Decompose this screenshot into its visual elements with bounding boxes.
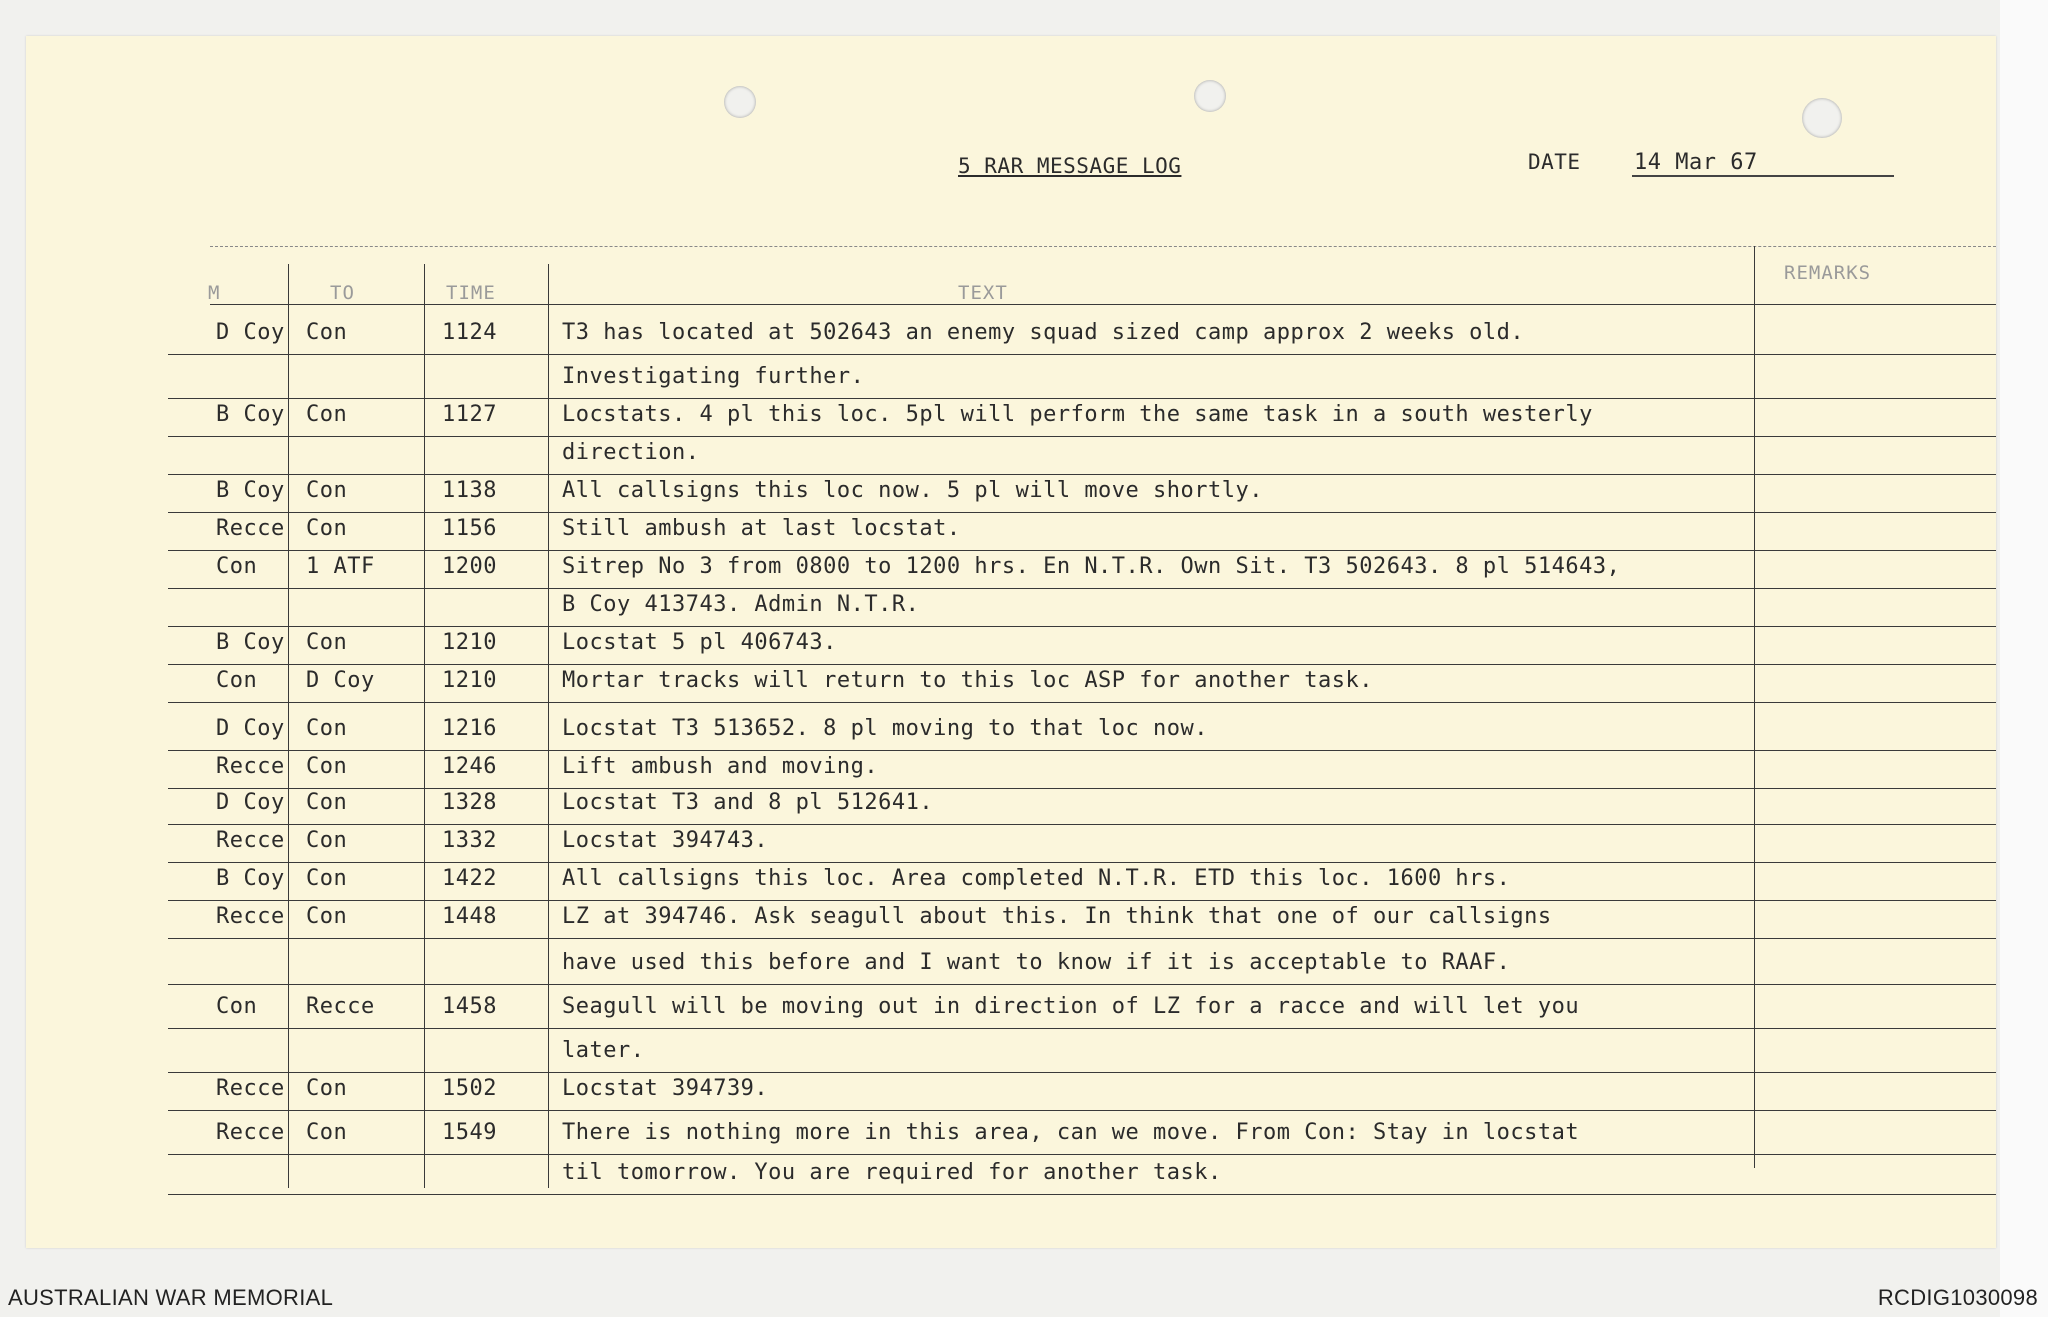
col-header-from: M [208,282,221,304]
row-rule [168,1154,1996,1155]
cell-time: 1458 [442,994,497,1019]
row-rule [168,398,1996,399]
cell-text: Still ambush at last locstat. [562,516,961,541]
cell-to: Con [306,630,348,655]
cell-text: Locstats. 4 pl this loc. 5pl will perform the same task in a south westerly [562,402,1593,427]
row-rule [168,550,1996,551]
cell-to: Con [306,866,348,891]
cell-to: Con [306,828,348,853]
cell-to: Recce [306,994,375,1019]
cell-from: Con [216,668,258,693]
cell-text: Sitrep No 3 from 0800 to 1200 hrs. En N.T.R. Own Sit. T3 502643. 8 pl 514643, [562,554,1621,579]
row-rule [168,938,1996,939]
cell-text: All callsigns this loc now. 5 pl will move shortly. [562,478,1264,503]
cell-text: Mortar tracks will return to this loc ASP for another task. [562,668,1373,693]
cell-text: have used this before and I want to know if it is acceptable to RAAF. [562,950,1511,975]
footer-id: RCDIG1030098 [1877,1285,2038,1310]
col-header-text: TEXT [958,282,1008,304]
header-bottom-rule [210,304,1996,305]
row-rule [168,750,1996,751]
cell-from: Recce [216,1120,285,1145]
cell-time: 1246 [442,754,497,779]
cell-from: Recce [216,904,285,929]
col-header-remarks: REMARKS [1784,262,1872,284]
row-rule [168,788,1996,789]
cell-time: 1328 [442,790,497,815]
punch-hole [1194,80,1226,112]
row-rule [168,512,1996,513]
cell-text: til tomorrow. You are required for another task. [562,1160,1222,1185]
row-rule [168,626,1996,627]
cell-from: D Coy [216,320,285,345]
row-rule [168,984,1996,985]
cell-text: LZ at 394746. Ask seagull about this. In think that one of our callsigns [562,904,1552,929]
col-divider-from [288,264,289,1188]
cell-from: Con [216,994,258,1019]
row-rule [168,354,1996,355]
cell-text: Locstat T3 and 8 pl 512641. [562,790,934,815]
cell-to: Con [306,478,348,503]
cell-time: 1210 [442,668,497,693]
row-rule [168,1194,1996,1195]
cell-from: D Coy [216,790,285,815]
col-divider-time [548,264,549,1188]
cell-time: 1127 [442,402,497,427]
col-divider-to [424,264,425,1188]
cell-text: B Coy 413743. Admin N.T.R. [562,592,920,617]
row-rule [168,824,1996,825]
punch-hole [724,86,756,118]
cell-from: Recce [216,1076,285,1101]
cell-text: Locstat 394739. [562,1076,769,1101]
row-rule [168,1072,1996,1073]
cell-from: Recce [216,754,285,779]
cell-to: Con [306,1120,348,1145]
cell-to: Con [306,320,348,345]
col-header-to: TO [330,282,355,304]
cell-text: Locstat 5 pl 406743. [562,630,837,655]
cell-text: Lift ambush and moving. [562,754,879,779]
cell-text: All callsigns this loc. Area completed N.T.R. ETD this loc. 1600 hrs. [562,866,1511,891]
punch-hole [1802,98,1842,138]
cell-time: 1200 [442,554,497,579]
row-rule [168,862,1996,863]
cell-text: Investigating further. [562,364,865,389]
cell-time: 1332 [442,828,497,853]
col-divider-text [1754,246,1755,1168]
cell-text: Locstat 394743. [562,828,769,853]
row-rule [168,1110,1996,1111]
cell-time: 1124 [442,320,497,345]
cell-time: 1549 [442,1120,497,1145]
cell-to: 1 ATF [306,554,375,579]
row-rule [168,436,1996,437]
cell-time: 1422 [442,866,497,891]
cell-text: Locstat T3 513652. 8 pl moving to that loc now. [562,716,1209,741]
row-rule [168,702,1996,703]
row-rule [168,1028,1996,1029]
cell-from: Recce [216,516,285,541]
cell-from: Con [216,554,258,579]
col-header-time: TIME [446,282,496,304]
cell-to: Con [306,1076,348,1101]
cell-text: later. [562,1038,645,1063]
cell-to: Con [306,516,348,541]
date-label: DATE [1528,150,1581,174]
cell-text: Seagull will be moving out in direction of LZ for a racce and will let you [562,994,1580,1019]
cell-text: There is nothing more in this area, can we move. From Con: Stay in locstat [562,1120,1580,1145]
cell-to: Con [306,716,348,741]
footer-source: AUSTRALIAN WAR MEMORIAL [8,1285,334,1310]
cell-from: B Coy [216,866,285,891]
cell-text: T3 has located at 502643 an enemy squad sized camp approx 2 weeks old. [562,320,1525,345]
cell-to: D Coy [306,668,375,693]
cell-time: 1156 [442,516,497,541]
cell-to: Con [306,754,348,779]
cell-from: B Coy [216,478,285,503]
cell-from: Recce [216,828,285,853]
scan-edge [2000,0,2048,1317]
cell-time: 1138 [442,478,497,503]
cell-time: 1448 [442,904,497,929]
cell-to: Con [306,790,348,815]
row-rule [168,588,1996,589]
row-rule [168,474,1996,475]
cell-text: direction. [562,440,700,465]
cell-time: 1502 [442,1076,497,1101]
log-title: 5 RAR MESSAGE LOG [958,154,1182,178]
row-rule [168,900,1996,901]
cell-from: B Coy [216,402,285,427]
date-value: 14 Mar 67 [1632,150,1894,177]
cell-time: 1216 [442,716,497,741]
cell-from: B Coy [216,630,285,655]
header-top-rule [210,246,1996,247]
cell-from: D Coy [216,716,285,741]
cell-to: Con [306,904,348,929]
cell-to: Con [306,402,348,427]
cell-time: 1210 [442,630,497,655]
row-rule [168,664,1996,665]
